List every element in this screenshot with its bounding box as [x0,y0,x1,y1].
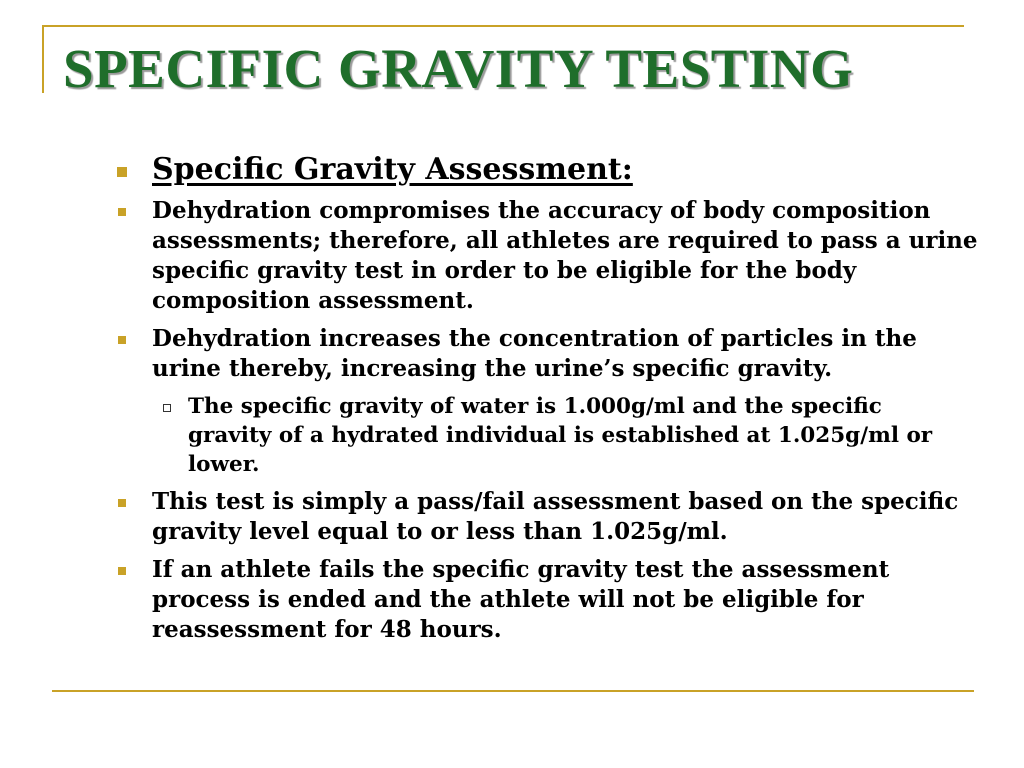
list-item-text: This test is simply a pass/fail assessment based on the specific gravity level equal to or less than 1.025g/ml. [152,488,959,545]
list-item-text: Dehydration compromises the accuracy of body composition assessments; therefore, all athletes are required to pass a urine specific gravity test in order to be eligible for the body composition assessment. [152,197,978,314]
square-bullet-icon [118,336,126,344]
sub-list-item [188,392,968,479]
list-item-text: Dehydration increases the concentration of particles in the urine thereby, increasing the urine’s specific gravity. [152,325,917,382]
top-border-line [42,25,964,27]
square-bullet-icon [118,208,126,216]
sub-list-item-text: The specific gravity of water is 1.000g/ml and the specific gravity of a hydrated individual is established at 1.025g/ml or lower. [188,394,933,477]
list-item [110,324,990,384]
left-border-line [42,25,44,93]
bottom-border-line [52,690,974,692]
list-item [110,487,990,547]
hollow-square-bullet-icon [163,404,171,412]
square-bullet-icon [118,499,126,507]
square-bullet-icon [117,167,127,177]
square-bullet-icon [118,567,126,575]
list-item [110,555,990,645]
list-heading [110,150,990,190]
list-item [110,196,990,316]
bullet-list [110,150,990,653]
list-item-text: If an athlete fails the specific gravity test the assessment process is ended and the athlete will not be eligible for reassessment for 48 hours. [152,556,890,643]
slide-title: SPECIFIC GRAVITY TESTING [63,38,854,99]
heading-text: Specific Gravity Assessment: [152,152,633,187]
